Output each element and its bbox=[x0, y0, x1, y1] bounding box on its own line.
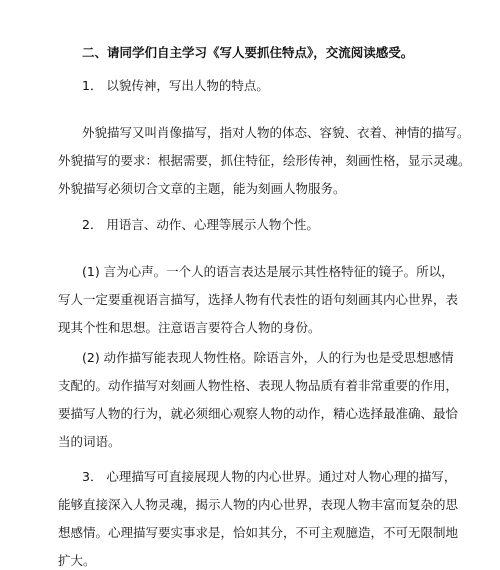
item-2-title: 2． 用语言、动作、心理等展示人物个性。 bbox=[82, 217, 319, 232]
paragraph-line: 外貌描写又叫肖像描写，指对人物的体态、容貌、衣着、神情的描写。 bbox=[82, 125, 470, 140]
paragraph-line: (1) 言为心声。一个人的语言表达是展示其性格特征的镜子。所以， bbox=[82, 264, 454, 279]
paragraph-line: 外貌描写必须切合文章的主题，能为刻画人物服务。 bbox=[58, 181, 346, 196]
paragraph-line: 能够直接深入人物灵魂，揭示人物的内心世界，表现人物丰富而复杂的思 bbox=[58, 497, 459, 512]
paragraph-line: (2) 动作描写能表现人物性格。除语言外，人的行为也是受思想感情 bbox=[82, 350, 454, 365]
paragraph-line: 写人一定要重视语言描写，选择人物有代表性的语句刻画其内心世界，表 bbox=[58, 292, 459, 307]
paragraph-line: 想感情。心理描写要实事求是，恰如其分，不可主观臆造，不可无限制地 bbox=[58, 525, 459, 540]
item-1-title: 1． 以貌传神，写出人物的特点。 bbox=[82, 78, 269, 93]
paragraph-line: 3． 心理描写可直接展现人物的内心世界。通过对人物心理的描写， bbox=[82, 469, 457, 484]
paragraph-line: 扩大。 bbox=[58, 553, 96, 568]
paragraph-line: 要描写人物的行为，就必须细心观察人物的动作，精心选择最准确、最恰 bbox=[58, 406, 459, 421]
paragraph-line: 外貌描写的要求：根据需要，抓住特征，绘形传神，刻画性格，显示灵魂。 bbox=[58, 153, 471, 168]
paragraph-line: 现其个性和思想。注意语言要符合人物的身份。 bbox=[58, 320, 321, 335]
paragraph-line: 当的词语。 bbox=[58, 434, 121, 449]
section-heading: 二、请同学们自主学习《写人要抓住特点》，交流阅读感受。 bbox=[82, 45, 414, 60]
paragraph-line: 支配的。动作描写对刻画人物性格、表现人物品质有着非常重要的作用， bbox=[58, 378, 459, 393]
